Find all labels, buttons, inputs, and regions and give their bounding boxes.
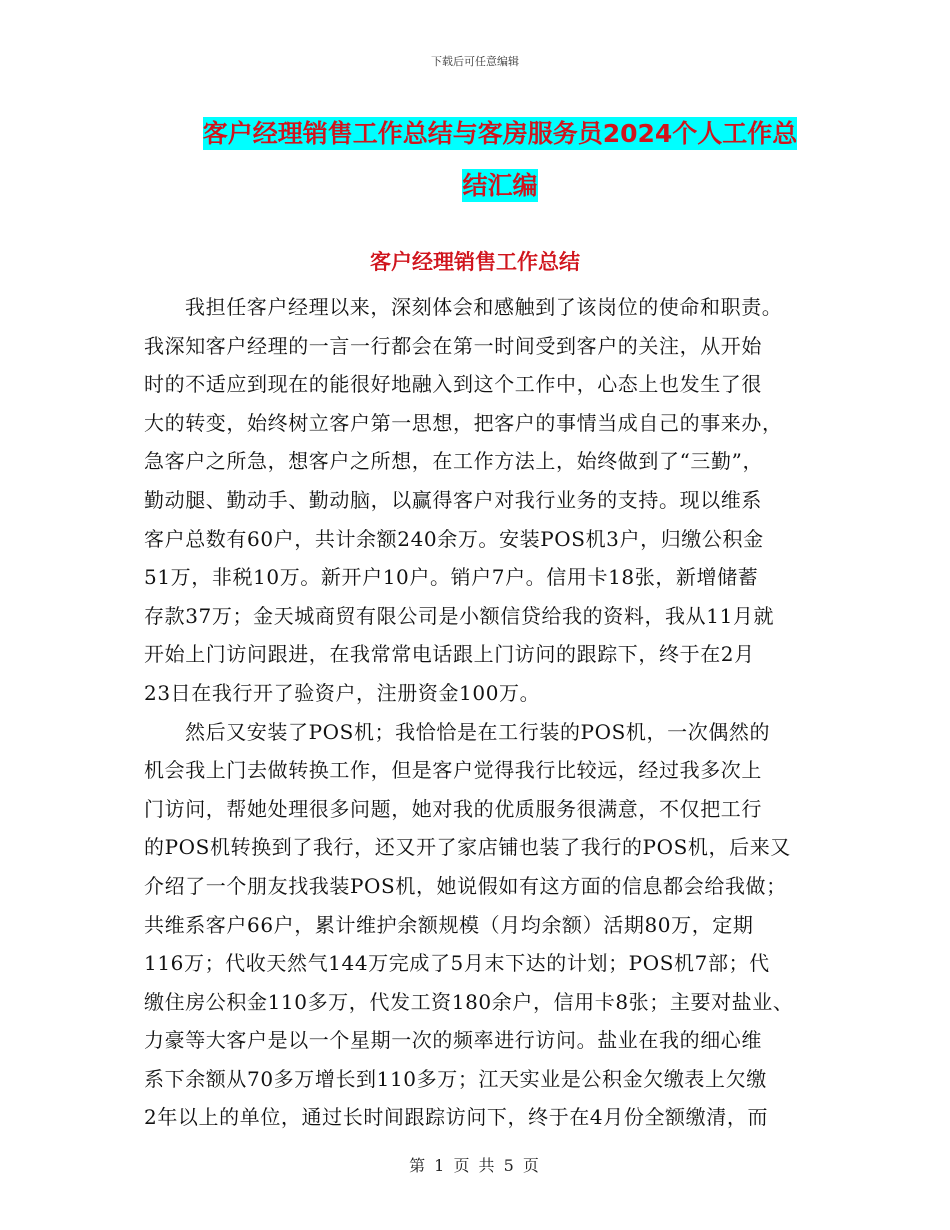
paragraph-line: 116万；代收天然气144万完成了5月末下达的计划；POS机7部；代 xyxy=(144,951,770,976)
paragraph-line: 23日在我行开了验资户，注册资金100万。 xyxy=(144,680,541,705)
paragraph-line: 我深知客户经理的一言一行都会在第一时间受到客户的关注，从开始 xyxy=(144,333,762,358)
paragraph-line: 51万，非税10万。新开户10户。销户7户。信用卡18张，新增储蓄 xyxy=(144,565,759,590)
paragraph-line: 的POS机转换到了我行，还又开了家店铺也装了我行的POS机，后来又 xyxy=(144,835,791,860)
section-title: 客户经理销售工作总结 xyxy=(370,250,580,274)
paragraph-line: 力豪等大客户是以一个星期一次的频率进行访问。盐业在我的细心维 xyxy=(144,1028,762,1053)
paragraph-line: 缴住房公积金110多万，代发工资180余户，信用卡8张；主要对盐业、 xyxy=(144,989,794,1014)
title-line-1: 客户经理销售工作总结与客房服务员2024个人工作总 xyxy=(202,119,798,148)
paragraph-line: 时的不适应到现在的能很好地融入到这个工作中，心态上也发生了很 xyxy=(144,372,762,397)
paragraph-line: 开始上门访问跟进，在我常常电话跟上门访问的跟踪下，终于在2月 xyxy=(144,642,755,667)
paragraph-line: 急客户之所急，想客户之所想，在工作方法上，始终做到了“三勤”， xyxy=(144,449,764,474)
page-number-footer: 第 1 页 共 5 页 xyxy=(409,1156,541,1175)
paragraph-line: 共维系客户66户，累计维护余额规模（月均余额）活期80万，定期 xyxy=(144,912,754,937)
paragraph-line: 勤动腿、勤动手、勤动脑，以赢得客户对我行业务的支持。现以维系 xyxy=(144,487,762,512)
paragraph-line: 我担任客户经理以来，深刻体会和感触到了该岗位的使命和职责。 xyxy=(185,295,783,319)
paragraph-line: 机会我上门去做转换工作，但是客户觉得我行比较远，经过我多次上 xyxy=(144,758,762,783)
paragraph-line: 门访问，帮她处理很多问题，她对我的优质服务很满意，不仅把工行 xyxy=(144,796,762,821)
paragraph-line: 大的转变，始终树立客户第一思想，把客户的事情当成自己的事来办， xyxy=(144,410,783,435)
title-line-2: 结汇编 xyxy=(462,171,538,200)
page-header: 下载后可任意编辑 xyxy=(431,55,519,68)
paragraph-line: 系下余额从70多万增长到110多万；江天实业是公积金欠缴表上欠缴 xyxy=(144,1066,767,1091)
paragraph-line: 然后又安装了POS机；我恰恰是在工行装的POS机，一次偶然的 xyxy=(185,719,771,744)
paragraph-line: 存款37万；金天城商贸有限公司是小额信贷给我的资料，我从11月就 xyxy=(144,603,775,628)
paragraph-line: 客户总数有60户，共计余额240余万。安装POS机3户，归缴公积金 xyxy=(144,526,764,551)
body-text xyxy=(144,288,834,1137)
document-title xyxy=(140,108,860,212)
paragraph-line: 2年以上的单位，通过长时间跟踪访问下，终于在4月份全额缴清，而 xyxy=(144,1105,769,1130)
paragraph-line: 介绍了一个朋友找我装POS机，她说假如有这方面的信息都会给我做； xyxy=(144,873,787,898)
